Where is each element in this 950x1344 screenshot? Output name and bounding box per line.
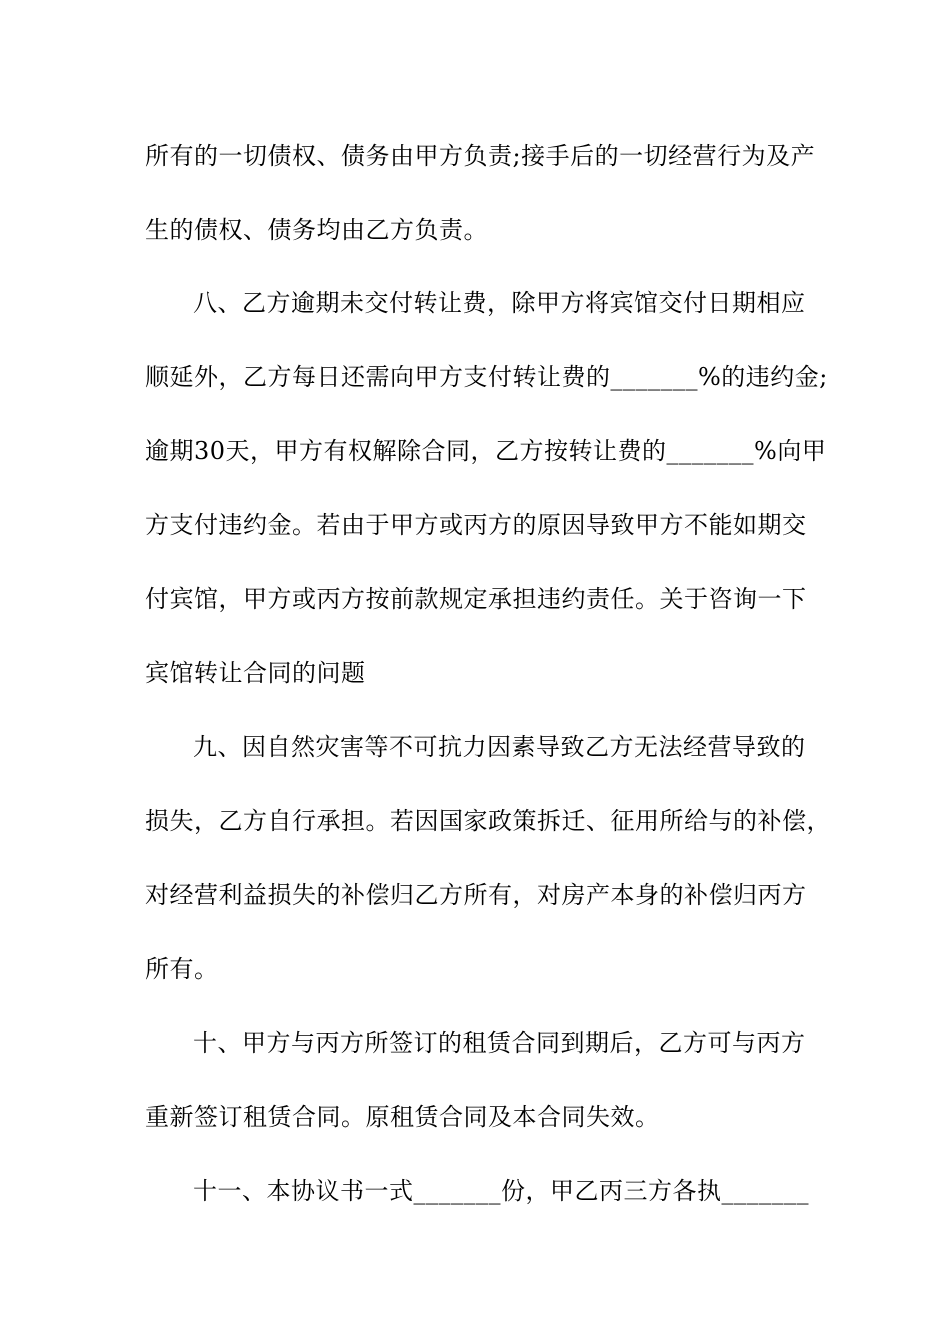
text-line: 顺延外，乙方每日还需向甲方支付转让费的_______%的违约金;	[145, 363, 828, 391]
text-line: 重新签订租赁合同。原租赁合同及本合同失效。	[145, 1103, 660, 1131]
text-line: 宾馆转让合同的问题	[145, 659, 366, 687]
text-line: 付宾馆，甲方或丙方按前款规定承担违约责任。关于咨询一下	[145, 585, 807, 613]
text-line: 方支付违约金。若由于甲方或丙方的原因导致甲方不能如期交	[145, 511, 807, 539]
text-line: 逾期30天，甲方有权解除合同，乙方按转让费的_______%向甲	[145, 437, 827, 465]
clause-9-heading-line: 九、因自然灾害等不可抗力因素导致乙方无法经营导致的	[193, 733, 806, 761]
text-line: 损失，乙方自行承担。若因国家政策拆迁、征用所给与的补偿，	[145, 807, 831, 835]
text-line: 对经营利益损失的补偿归乙方所有，对房产本身的补偿归丙方	[145, 881, 807, 909]
clause-10-heading-line: 十、甲方与丙方所签订的租赁合同到期后，乙方可与丙方	[193, 1029, 806, 1057]
text-line: 生的债权、债务均由乙方负责。	[145, 216, 488, 244]
text-line: 所有。	[145, 955, 219, 983]
clause-8-heading-line: 八、乙方逾期未交付转让费，除甲方将宾馆交付日期相应	[193, 289, 806, 317]
clause-11-heading-line: 十一、本协议书一式_______份，甲乙丙三方各执_______	[193, 1177, 809, 1205]
text-line: 所有的一切债权、债务由甲方负责;接手后的一切经营行为及产	[145, 142, 816, 170]
